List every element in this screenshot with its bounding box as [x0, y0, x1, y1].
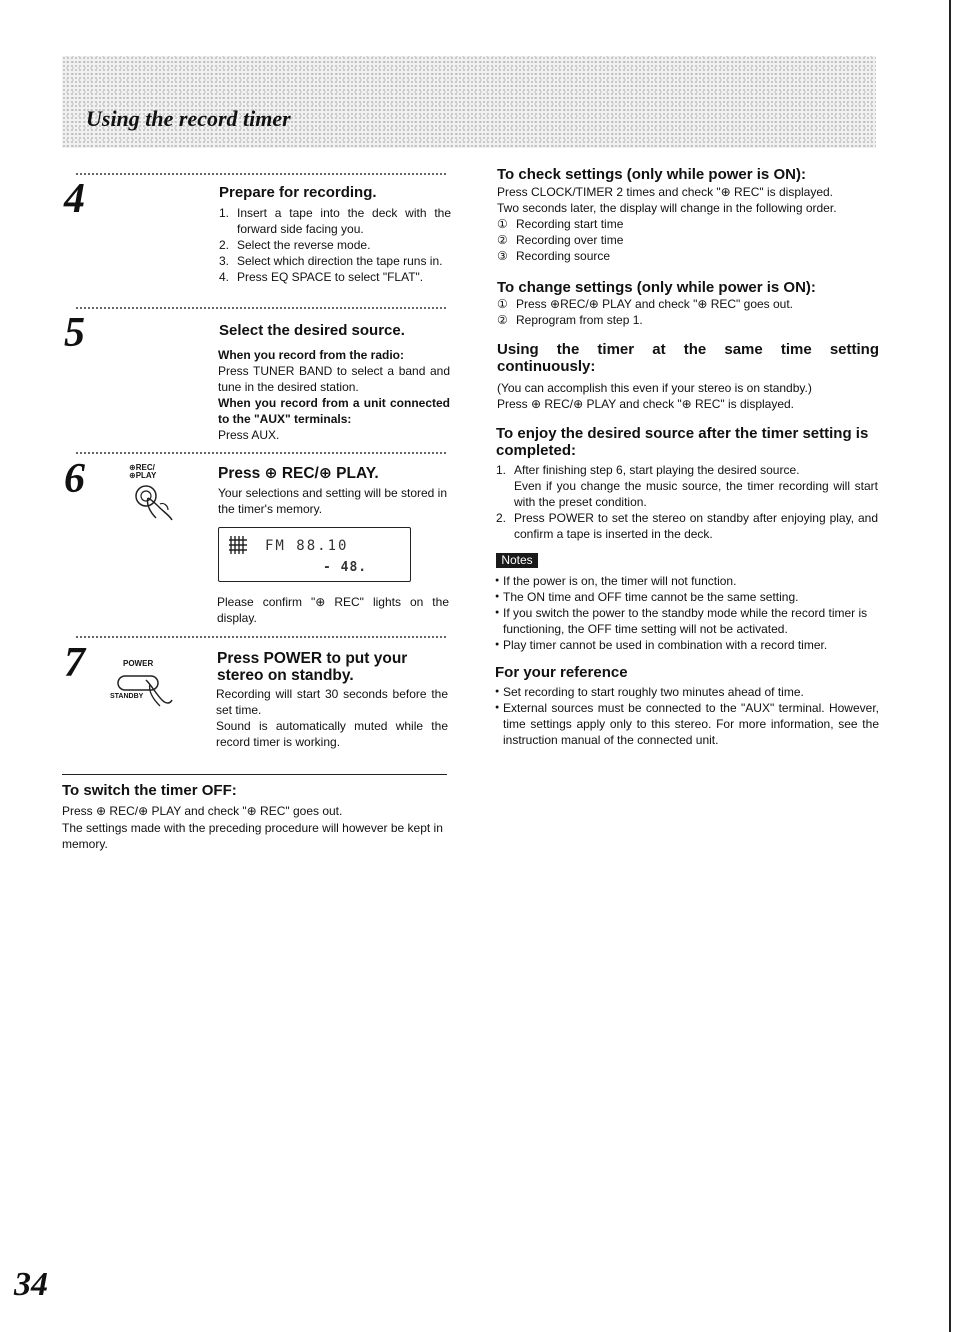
- list-item: ② Recording over time: [497, 233, 624, 247]
- list-item: ● External sources must be connected to the "AUX" terminal. However, time settings apply only to this stereo. For more information, see the instruction manual of the connected unit.: [495, 700, 879, 748]
- step-title: Press ⊕ REC/⊕ PLAY.: [218, 465, 379, 482]
- step-text: Recording will start 30 seconds before the set time.: [216, 687, 448, 717]
- page-edge-line: [949, 0, 951, 1332]
- list-item: ● The ON time and OFF time cannot be the same setting.: [495, 589, 879, 605]
- enjoy-list: [496, 462, 878, 542]
- section-text: Press CLOCK/TIMER 2 times and check "⊕ REC" is displayed.: [497, 185, 834, 199]
- divider: [76, 307, 446, 309]
- list-item: ③ Recording source: [497, 249, 611, 263]
- section-heading: For your reference: [495, 664, 628, 681]
- step-number: 5: [64, 310, 85, 356]
- lcd-display: [218, 527, 411, 582]
- section-text: Two seconds later, the display will change in the following order.: [497, 201, 837, 215]
- list-item: ● Play timer cannot be used in combination with a record timer.: [495, 637, 879, 653]
- section-heading: To switch the timer OFF:: [62, 782, 237, 799]
- step-number: 7: [64, 640, 85, 686]
- power-button-hand-icon: [112, 670, 176, 710]
- step-number: 4: [64, 176, 85, 222]
- aux-heading: When you record from a unit connected to the "AUX" terminals:: [218, 396, 450, 426]
- radio-text: Press TUNER BAND to select a band and tune in the desired station.: [218, 364, 450, 394]
- hand-press-icon: [132, 480, 206, 522]
- aux-text: Press AUX.: [218, 428, 280, 442]
- step-4-list: [219, 205, 451, 285]
- step-title: Prepare for recording.: [219, 184, 377, 201]
- step-number: 6: [64, 456, 85, 502]
- step-text: Your selections and setting will be stored in the timer's memory.: [218, 486, 448, 516]
- rec-play-icon-label: ⊕REC/ ⊕PLAY: [129, 463, 157, 480]
- confirm-text: Please confirm "⊕ REC" lights on the display.: [217, 595, 449, 625]
- step-title: Select the desired source.: [219, 322, 405, 339]
- section-text: Press ⊕ REC/⊕ PLAY and check "⊕ REC" goes out.: [62, 804, 343, 818]
- list-item: 2. Select the reverse mode.: [219, 238, 371, 252]
- list-item: 1. Insert a tape into the deck with the forward side facing you.: [219, 206, 451, 236]
- list-item: 2. Press POWER to set the stereo on standby after enjoying play, and confirm a tape is inserted in the deck.: [496, 511, 878, 541]
- list-item: 1. After finishing step 6, start playing the desired source. Even if you change the music source, the timer recording will start with the preset condition.: [496, 463, 878, 509]
- list-item: ● If you switch the power to the standby mode while the record timer is functioning, the OFF time setting will not be activated.: [495, 605, 879, 637]
- check-list: [497, 216, 877, 264]
- list-item: ① Press ⊕REC/⊕ PLAY and check "⊕ REC" goes out.: [497, 297, 794, 311]
- list-item: ② Reprogram from step 1.: [497, 313, 643, 327]
- page-title: Using the record timer: [86, 106, 291, 131]
- notes-list: [495, 573, 879, 653]
- list-item: 3. Select which direction the tape runs in.: [219, 254, 443, 268]
- divider: [76, 636, 446, 638]
- notes-badge: Notes: [496, 553, 538, 568]
- display-secondary: - 48.: [323, 560, 368, 575]
- list-item: ● Set recording to start roughly two minutes ahead of time.: [495, 684, 879, 700]
- header-banner: [62, 56, 876, 148]
- divider-solid: [62, 774, 447, 775]
- divider: [76, 452, 446, 454]
- display-frequency: FM 88.10: [265, 538, 349, 554]
- list-item: ① Recording start time: [497, 217, 624, 231]
- section-heading: To enjoy the desired source after the timer setting is completed:: [496, 425, 869, 459]
- list-item: 4. Press EQ SPACE to select "FLAT".: [219, 270, 424, 284]
- change-list: [497, 296, 877, 328]
- section-heading: Using the timer at the same time setting continuously:: [497, 341, 879, 375]
- section-heading: To check settings (only while power is ON):: [497, 166, 806, 183]
- section-text: The settings made with the preceding procedure will however be kept in memory.: [62, 821, 443, 851]
- divider: [76, 173, 446, 175]
- step-title: Press POWER to put your stereo on standby.: [217, 650, 408, 684]
- section-heading: To change settings (only while power is ON):: [497, 279, 816, 296]
- level-meter-icon: [229, 534, 249, 556]
- radio-heading: When you record from the radio:: [218, 348, 405, 362]
- page-number: 34: [14, 1266, 48, 1303]
- step-text: Sound is automatically muted while the record timer is working.: [216, 719, 448, 749]
- reference-list: [495, 684, 879, 748]
- power-label: POWER: [123, 659, 154, 668]
- list-item: ● If the power is on, the timer will not function.: [495, 573, 879, 589]
- section-text: (You can accomplish this even if your stereo is on standby.): [497, 381, 812, 395]
- section-text: Press ⊕ REC/⊕ PLAY and check "⊕ REC" is displayed.: [497, 397, 795, 411]
- standby-label: STANDBY: [110, 693, 144, 700]
